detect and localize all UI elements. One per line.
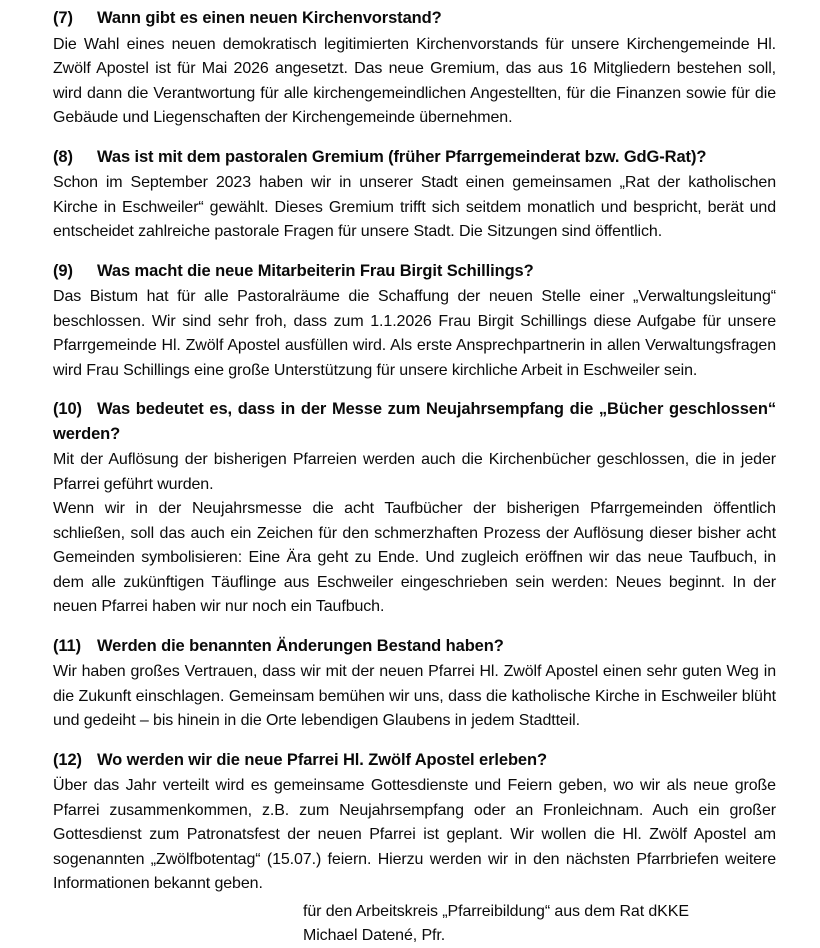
answer-paragraph: Schon im September 2023 haben wir in unserer Stadt einen gemeinsamen „Rat der katholischen Kirche in Eschweiler“ gewählt. Dieses Gremium trifft sich seitdem monatlich und bespricht, berät und entscheidet zahlreiche pastorale Fragen für unsere Stadt. Die Sitzungen sind öffentlich. (53, 174, 776, 240)
faq-sections-container (53, 6, 776, 897)
signature-line-1: für den Arbeitskreis „Pfarreibildung“ aus dem Rat dKKE (303, 902, 689, 920)
answer-paragraph: Wir haben großes Vertrauen, dass wir mit der neuen Pfarrei Hl. Zwölf Apostel einen sehr guten Weg in die Zukunft einschlagen. Gemeinsam bemühen wir uns, dass die katholische Kirche in Eschweiler blüht und gedeiht – bis hinein in die Orte lebendigen Glaubens in jedem Stadtteil. (53, 663, 776, 729)
question-heading (53, 259, 776, 284)
faq-section (53, 145, 776, 245)
faq-section (53, 748, 776, 897)
signature-block (303, 900, 776, 948)
question-number: (7) (53, 9, 73, 27)
question-heading (53, 397, 776, 446)
faq-section (53, 634, 776, 734)
faq-section (53, 6, 776, 131)
question-number: (8) (53, 147, 73, 166)
question-heading (53, 748, 776, 773)
question-heading (53, 6, 776, 31)
answer-paragraph: Das Bistum hat für alle Pastoralräume die Schaffung der neuen Stelle einer „Verwaltungsleitung“ beschlossen. Wir sind sehr froh, dass zum 1.1.2026 Frau Birgit Schillings diese Aufgabe für unsere Pfarrgemeinde Hl. Zwölf Apostel ausfüllen wird. Als erste Ansprechpartnerin in allen Verwaltungsfragen wird Frau Schillings eine große Unterstützung für unsere kirchliche Arbeit in Eschweiler sein. (53, 288, 776, 379)
answer-paragraph: Wenn wir in der Neujahrsmesse die acht Taufbücher der bisherigen Pfarrgemeinden öffentlich schließen, soll das auch ein Zeichen für den schmerzhaften Prozess der Auflösung dieser bisher acht Gemeinden symbolisieren: Eine Ära geht zu Ende. Und zugleich eröffnen wir das neue Taufbuch, in dem alle zukünftigen Täuflinge aus Eschweiler eingeschrieben sein werden: Neues beginnt. In der neuen Pfarrei haben wir nur noch ein Taufbuch. (53, 500, 776, 615)
question-heading (53, 145, 776, 170)
question-text: Wann gibt es einen neuen Kirchenvorstand? (97, 9, 442, 27)
question-number: (10) (53, 400, 82, 418)
question-text: Was bedeutet es, dass in der Messe zum Neujahrsempfang die „Bücher geschlossen“ werden? (53, 400, 776, 443)
question-number: (12) (53, 750, 82, 769)
question-text: Werden die benannten Änderungen Bestand haben? (97, 636, 504, 655)
signature-line-2: Michael Datené, Pfr. (303, 927, 446, 944)
faq-section (53, 397, 776, 620)
question-heading (53, 634, 776, 659)
question-text: Was ist mit dem pastoralen Gremium (früher Pfarrgemeinderat bzw. GdG-Rat)? (97, 147, 707, 166)
question-number: (11) (53, 636, 82, 655)
question-number: (9) (53, 261, 73, 280)
answer-paragraph: Mit der Auflösung der bisherigen Pfarreien werden auch die Kirchenbücher geschlossen, die in jeder Pfarrei geführt wurden. (53, 451, 776, 493)
question-text: Wo werden wir die neue Pfarrei Hl. Zwölf Apostel erleben? (97, 750, 547, 769)
question-text: Was macht die neue Mitarbeiterin Frau Birgit Schillings? (97, 261, 534, 280)
answer-paragraph: Über das Jahr verteilt wird es gemeinsame Gottesdienste und Feiern geben, wo wir als neue große Pfarrei zusammenkommen, z.B. zum Neujahrsempfang oder an Fronleichnam. Auch ein großer Gottesdienst zum Patronatsfest der neuen Pfarrei ist geplant. Wir wollen die Hl. Zwölf Apostel am sogenannten „Zwölfbotentag“ (15.07.) feiern. Hierzu werden wir in den nächsten Pfarrbriefen weitere Informationen bekannt geben. (53, 777, 776, 892)
faq-section (53, 259, 776, 384)
answer-paragraph: Die Wahl eines neuen demokratisch legitimierten Kirchenvorstands für unsere Kirchengemeinde Hl. Zwölf Apostel ist für Mai 2026 angesetzt. Das neue Gremium, das aus 16 Mitgliedern bestehen soll, wird dann die Verantwortung für alle kirchengemeindlichen Angestellten, für die Finanzen sowie für die Gebäude und Liegenschaften der Kirchengemeinde übernehmen. (53, 35, 776, 126)
